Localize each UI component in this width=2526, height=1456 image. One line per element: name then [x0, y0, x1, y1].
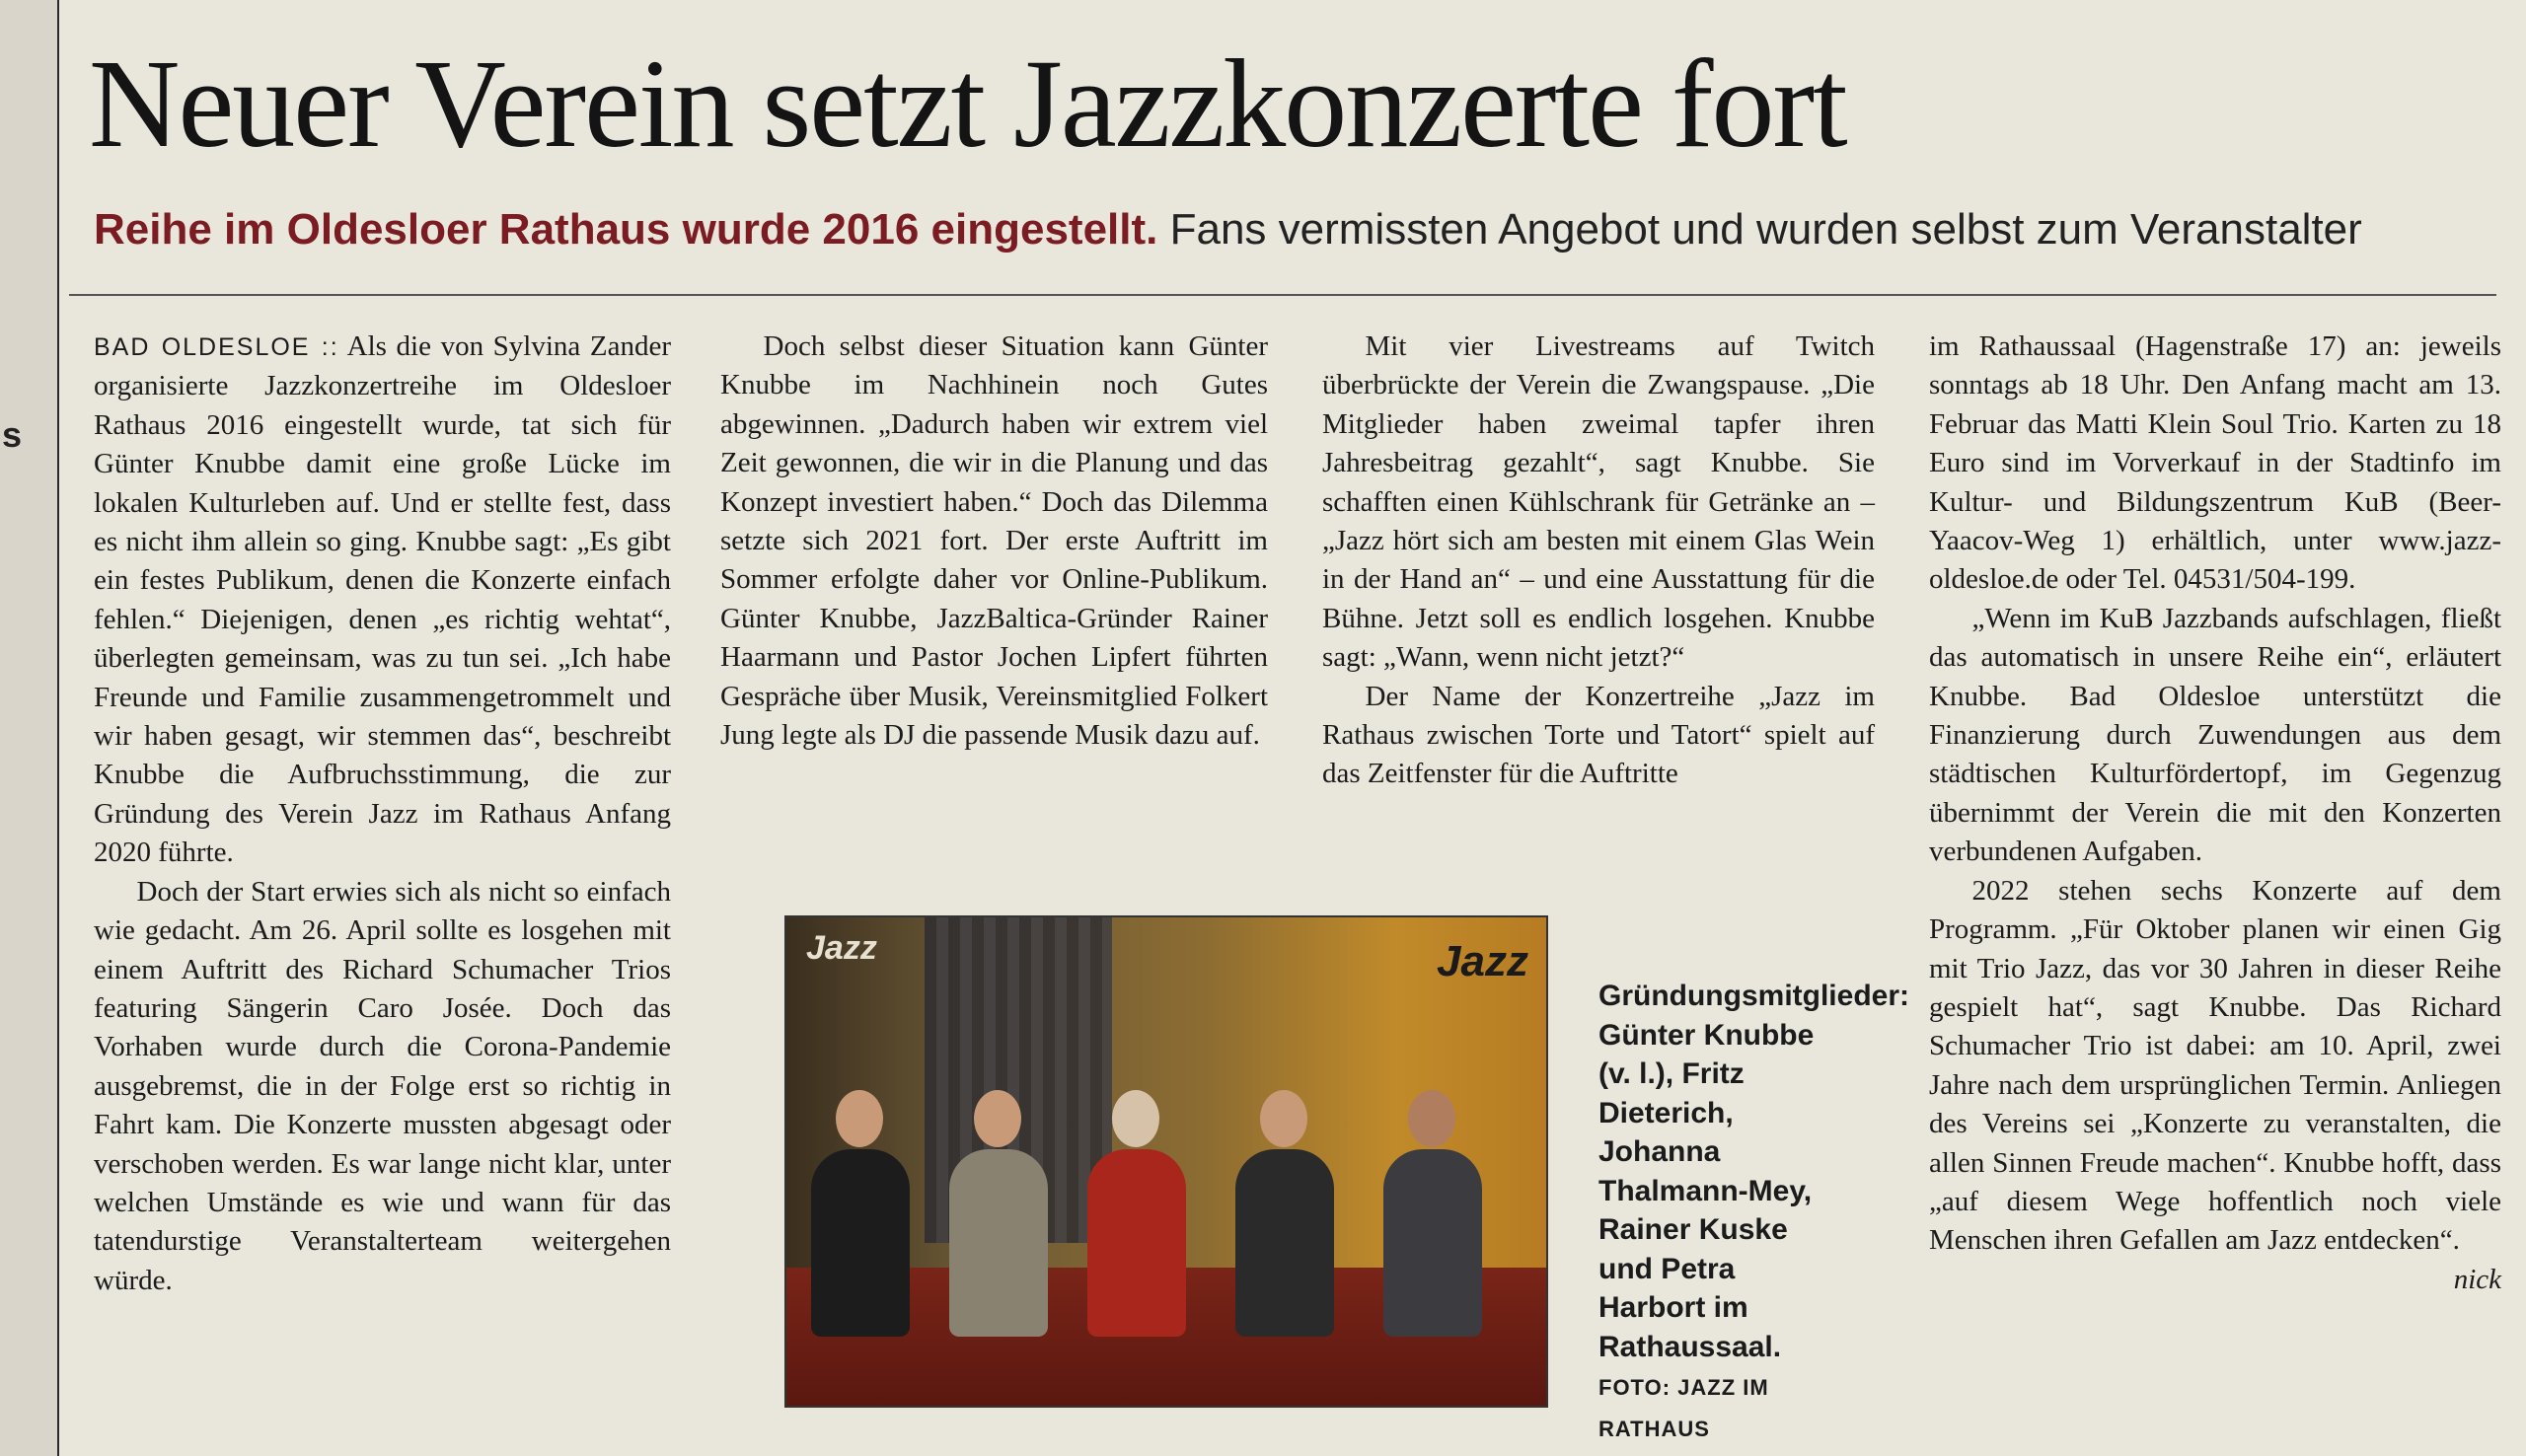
- paragraph: Der Name der Konzertreihe „Jazz im Rathaus zwischen Torte und Tatort“ spielt auf das Zeitfenster für die Auftritte: [1322, 680, 1875, 790]
- paragraph: „Wenn im KuB Jazzbands aufschlagen, fließt das automatisch in unsere Reihe ein“, erläutert Knubbe. Bad Oldesloe unterstützt die Finanzierung durch Zuwendungen aus dem städtischen Kulturfördertopf, im Gegenzug übernimmt der Verein die mit den Konzerten verbundenen Aufgaben.: [1929, 602, 2501, 868]
- paragraph-text: Als die von Sylvina Zander organisierte Jazzkonzertreihe im Oldesloer Rathaus 2016 eingestellt wurde, tat sich für Günter Knubbe damit eine große Lücke im lokalen Kulturleben auf. Und er stellte fest, dass es nicht ihm allein so ging. Knubbe sagt: „Es gibt ein festes Publikum, denen die Konzerte einfach fehlen.“ Diejenigen, denen „es richtig wehtat“, überlegten gemeinsam, was zu tun sei. „Ich habe Freunde und Familie zusammengetrommelt und wir haben gesagt, wir stemmen das“, beschreibt Knubbe die Aufbruchsstimmung, die zur Gründung des Verein Jazz im Rathaus Anfang 2020 führte.: [94, 330, 671, 869]
- dateline: BAD OLDESLOE ::: [94, 333, 339, 361]
- photo-person: [806, 1090, 915, 1337]
- photo-logo-right: Jazz: [1437, 937, 1528, 985]
- subheadline-lead: Reihe im Oldesloer Rathaus wurde 2016 eingestellt.: [94, 205, 1158, 254]
- paragraph: 2022 stehen sechs Konzerte auf dem Programm. „Für Oktober planen wir einen Gig mit Trio Jazz, das vor 30 Jahren in dieser Reihe gespielt hat“, sagt Knubbe. Das Richard Schumacher Trio ist dabei: am 10. April, zwei Jahre nach dem ursprünglichen Termin. Anliegen des Vereins sei „Konzerte zu veranstalten, die allen Sinnen Freude machen“. Knubbe hofft, dass „auf diesem Wege hoffentlich noch viele Menschen ihren Gefallen am Jazz entdecken“.: [1929, 874, 2501, 1257]
- photo-caption: [1598, 977, 1909, 1448]
- paragraph: Mit vier Livestreams auf Twitch überbrückte der Verein die Zwangspause. „Die Mitglieder haben zweimal tapfer ihren Jahresbeitrag gezahlt“, sagt Knubbe. Sie schafften einen Kühlschrank für Getränke an – „Jazz hört sich am besten mit einem Glas Wein in der Hand an“ – und eine Ausstattung für die Bühne. Jetzt soll es endlich losgehen. Knubbe sagt: „Wann, wenn nicht jetzt?“: [1322, 330, 1875, 674]
- photo-credit: FOTO: JAZZ IM RATHAUS: [1598, 1375, 1769, 1441]
- photo-logo-left: Jazz: [806, 929, 877, 967]
- group-photo: [784, 915, 1548, 1408]
- article-column-2: [720, 328, 1268, 755]
- subheadline: [94, 202, 2501, 257]
- paragraph: Doch der Start erwies sich als nicht so einfach wie gedacht. Am 26. April sollte es losgehen mit einem Auftritt des Richard Schumacher Trios featuring Sängerin Caro Josée. Doch das Vorhaben wurde durch die Corona-Pandemie ausgebremst, die in der Folge erst so richtig in Fahrt kam. Die Konzerte mussten abgesagt oder verschoben werden. Es war lange nicht klar, unter welchen Umstände es wie und wann für das tatendurstige Veranstalterteam weitergehen würde.: [94, 875, 671, 1296]
- photo-person: [1082, 1090, 1191, 1337]
- photo-person: [1378, 1090, 1487, 1337]
- article-column-3: [1322, 328, 1875, 794]
- paragraph: Doch selbst dieser Situation kann Günter Knubbe im Nachhinein noch Gutes abgewinnen. „Dadurch haben wir extrem viel Zeit gewonnen, die wir in die Planung und das Konzept investiert haben.“ Doch das Dilemma setzte sich 2021 fort. Der erste Auftritt im Sommer erfolgte daher vor Online-Publikum. Günter Knubbe, JazzBaltica-Gründer Rainer Haarmann und Pastor Jochen Lipfert führten Gespräche über Musik, Vereinsmitglied Folkert Jung legte als DJ die passende Musik dazu auf.: [720, 330, 1268, 752]
- headline: Neuer Verein setzt Jazzkonzerte fort: [89, 34, 1846, 174]
- paragraph: [94, 328, 671, 873]
- caption-text: Gründungsmitglieder: Günter Knubbe (v. l.), Fritz Dieterich, Johanna Thalmann-Mey, Rainer Kuske und Petra Harbort im Rathaussaal.: [1598, 980, 1909, 1363]
- header-rule: [69, 294, 2496, 296]
- adjacent-page-edge: [0, 0, 59, 1456]
- subheadline-rest: Fans vermissten Angebot und wurden selbst zum Veranstalter: [1169, 205, 2362, 254]
- photo-person: [1230, 1090, 1339, 1337]
- paragraph: im Rathaussaal (Hagenstraße 17) an: jeweils sonntags ab 18 Uhr. Den Anfang macht am 13. Februar das Matti Klein Soul Trio. Karten zu 18 Euro sind im Vorverkauf in der Stadtinfo im Kultur- und Bildungszentrum KuB (Beer-Yaacov-Weg 1) erhältlich, unter www.jazz-oldesloe.de oder Tel. 04531/504-199.: [1929, 330, 2501, 596]
- photo-person: [944, 1090, 1053, 1337]
- adjacent-page-letter: s: [2, 414, 23, 455]
- author-signoff: nick: [2453, 1263, 2501, 1295]
- article-column-1: [94, 328, 671, 1300]
- article-column-4: [1929, 328, 2501, 1299]
